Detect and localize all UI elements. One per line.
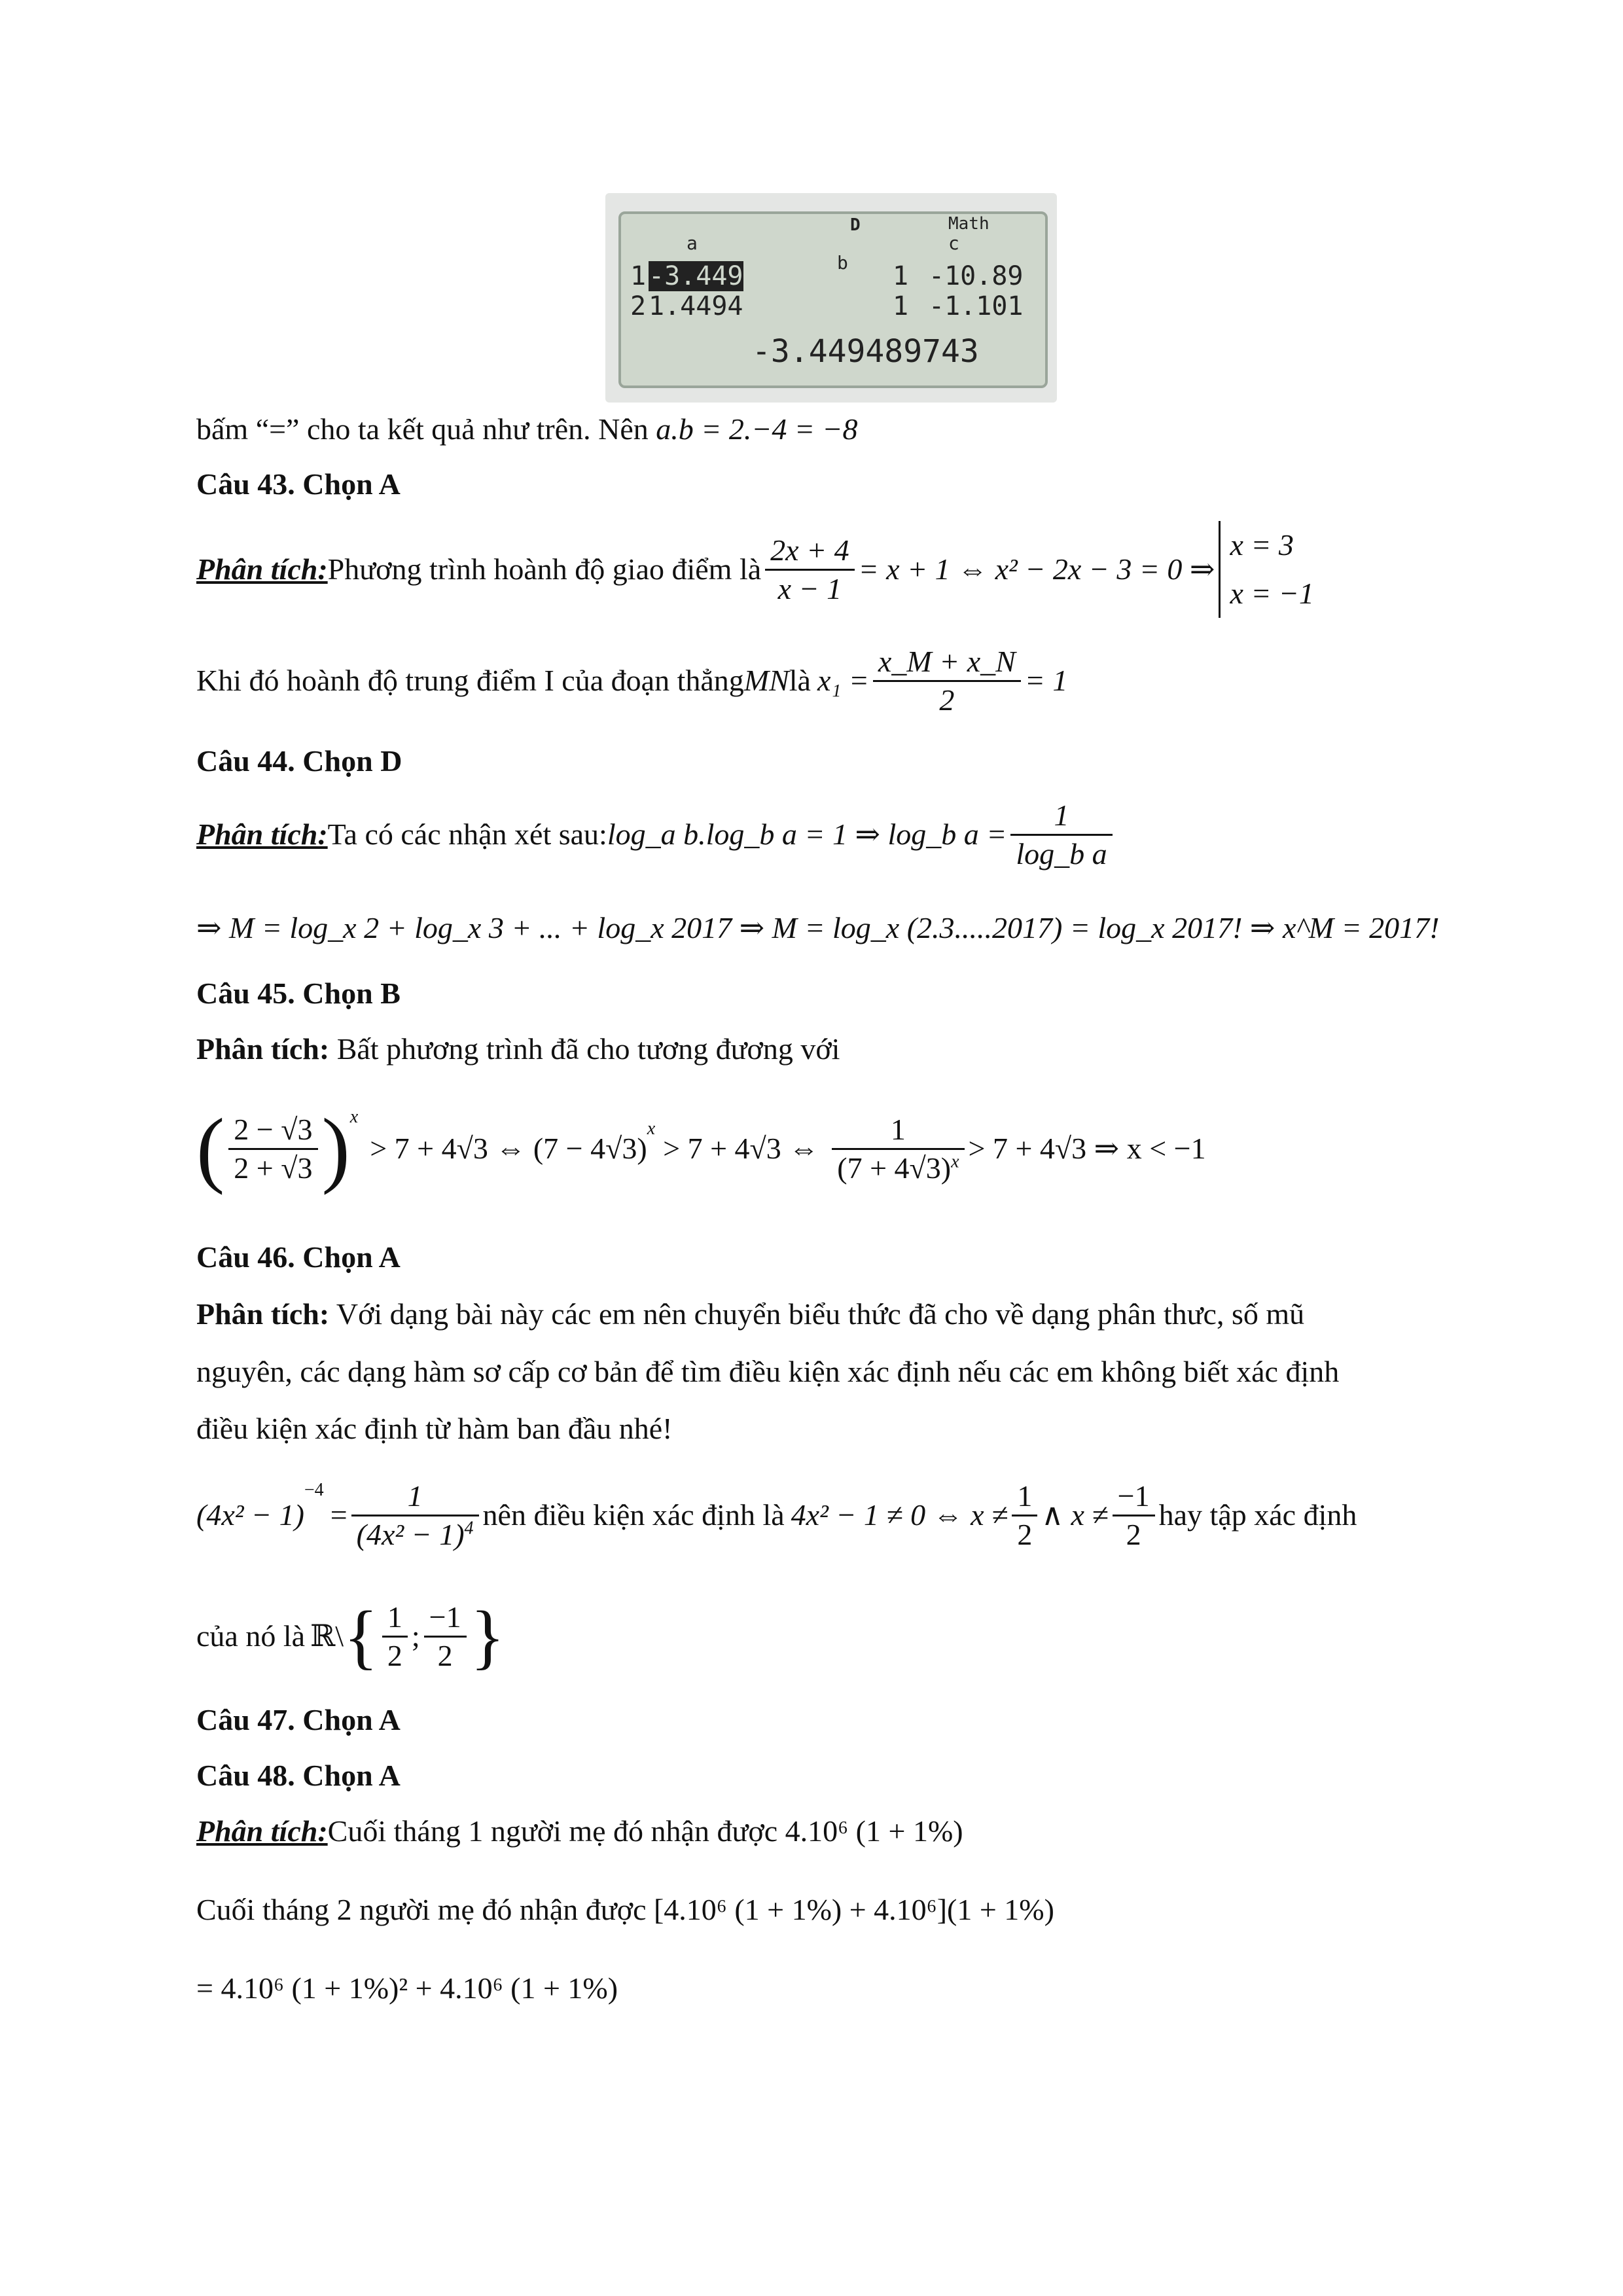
fraction-numerator: −1 xyxy=(1113,1478,1155,1516)
row2-c-cell: -1.101 xyxy=(929,291,1024,321)
math-expression: > 7 + 4√3 ⇔ (7 − 4√3) xyxy=(370,1132,647,1166)
text: Bất phương trình đã cho tương đương với xyxy=(329,1032,840,1066)
paragraph-line xyxy=(196,638,1067,723)
exponent: x xyxy=(647,1119,656,1139)
fraction-denominator xyxy=(832,1150,964,1186)
column-b-header: b xyxy=(837,252,848,274)
fraction-denominator: 2 xyxy=(1126,1517,1141,1551)
fraction-denominator: 2 xyxy=(387,1638,402,1672)
analysis-line xyxy=(196,1813,963,1849)
set-symbol: ℝ\ xyxy=(310,1619,344,1653)
exponent: −4 xyxy=(304,1480,324,1500)
text: là xyxy=(789,664,811,698)
fraction-numerator: 1 xyxy=(382,1599,408,1637)
fraction xyxy=(873,643,1021,717)
analysis-line xyxy=(196,1031,840,1067)
math-expression: log_a b.log_b a = 1 ⇒ log_b a = xyxy=(607,817,1007,852)
row1-c-cell: -10.89 xyxy=(929,261,1024,291)
fraction-numerator: 1 xyxy=(1012,1478,1037,1516)
text: nên điều kiện xác định là xyxy=(482,1498,785,1532)
text: Với dạng bài này các em nên chuyển biểu thức đã cho về dạng phân thưc, số mũ xyxy=(329,1297,1305,1331)
solution-2: x = −1 xyxy=(1230,577,1314,610)
question-heading: Câu 48. Chọn A xyxy=(196,1759,401,1792)
calculator-result: -3.449489743 xyxy=(752,333,979,370)
fraction-numerator: x_M + x_N xyxy=(873,643,1021,681)
fraction-numerator: −1 xyxy=(424,1599,467,1637)
text: Ta có các nhận xét sau: xyxy=(327,817,607,852)
text: bấm “=” cho ta kết quả như trên. Nên xyxy=(196,412,656,446)
fraction-denominator: 2 + √3 xyxy=(234,1151,313,1185)
math-expression: > 7 + 4√3 ⇔ xyxy=(663,1132,819,1166)
text: Khi đó hoành độ trung điểm I của đoạn thẳng xyxy=(196,664,744,698)
fraction-denominator xyxy=(351,1516,479,1552)
math-expression: a.b = 2.−4 = −8 xyxy=(656,412,858,446)
row1-b-cell: 1 xyxy=(893,261,909,291)
math-expression: = 1 xyxy=(1024,664,1068,698)
text: hay tập xác định xyxy=(1158,1498,1357,1532)
math-line: (4x² − 1) −4 = $\frac{1}{(4x^2 - 1)^4}$ nên điều kiện xác định là 4x² − 1 ≠ 0 ⇔ x ≠ $\frac{1}{2}$ ∧ x ≠ $\frac{-1}{2}$ hay tập xác định xyxy=(196,1460,1357,1571)
analysis-label: Phân tích: xyxy=(196,1032,330,1066)
analysis-label: Phân tích: xyxy=(196,817,328,852)
fraction-numerator: 1 xyxy=(351,1478,479,1516)
paragraph-line: nguyên, các dạng hàm sơ cấp cơ bản để tìm điều kiện xác định nếu các em không biết xác định xyxy=(196,1355,1340,1388)
row2-a-cell: 1.4494 xyxy=(649,291,743,321)
question-heading: Câu 43. Chọn A xyxy=(196,467,401,501)
text: Cuối tháng 1 người mẹ đó nhận được xyxy=(327,1814,785,1848)
paragraph-line xyxy=(196,411,857,447)
analysis-line xyxy=(196,792,1116,877)
fraction xyxy=(1010,797,1112,871)
math-line: = 4.10⁶ (1 + 1%)² + 4.10⁶ (1 + 1%) xyxy=(196,1971,618,2005)
row1-index: 1 xyxy=(630,261,647,291)
analysis-label: Phân tích: xyxy=(196,552,328,586)
fraction xyxy=(1012,1478,1037,1552)
solution-1: x = 3 xyxy=(1230,528,1294,562)
text: của nó là xyxy=(196,1619,306,1653)
row2-b-cell: 1 xyxy=(893,291,909,321)
solution-set xyxy=(1219,521,1314,617)
exponent: x xyxy=(349,1107,359,1127)
fraction xyxy=(228,1111,317,1185)
analysis-line xyxy=(196,524,1314,615)
fraction xyxy=(1113,1478,1155,1552)
left-paren: ( xyxy=(196,1101,225,1196)
row2-index: 2 xyxy=(630,291,647,321)
calculator-screenshot xyxy=(605,193,1057,403)
question-heading: Câu 44. Chọn D xyxy=(196,744,402,778)
fraction-numerator: 1 xyxy=(832,1111,964,1149)
math-expression: 4.10⁶ (1 + 1%) xyxy=(785,1814,963,1848)
math-expression: (4x² − 1) xyxy=(196,1498,304,1532)
segment-name: MN xyxy=(743,664,789,698)
row1-a-value: -3.449 xyxy=(649,261,743,291)
fraction xyxy=(382,1599,408,1673)
math-line xyxy=(196,1093,1206,1204)
analysis-label: Phân tích: xyxy=(196,1814,328,1848)
math-expression: 4x² − 1 ≠ 0 ⇔ x ≠ xyxy=(791,1498,1008,1532)
fraction xyxy=(424,1599,467,1673)
math-expression: x₁ = xyxy=(817,664,869,698)
fraction-denominator: log_b a xyxy=(1016,836,1107,870)
math-expression: ∧ x ≠ xyxy=(1041,1498,1109,1532)
paragraph-line xyxy=(196,1296,1304,1332)
math-line: ⇒ M = log_x 2 + log_x 3 + ... + log_x 2017 ⇒ M = log_x (2.3.....2017) = log_x 2017! ⇒ x^M = 2017! xyxy=(196,911,1440,944)
exponent: 4 xyxy=(464,1518,474,1539)
fraction xyxy=(351,1478,479,1552)
question-heading: Câu 46. Chọn A xyxy=(196,1240,401,1274)
degree-indicator: D xyxy=(850,215,861,235)
mode-indicator: Math xyxy=(948,214,990,234)
calculator-display xyxy=(618,211,1048,388)
column-a-header: a xyxy=(687,232,698,254)
analysis-label: Phân tích: xyxy=(196,1297,330,1331)
text: Phương trình hoành độ giao điểm là xyxy=(327,552,762,586)
fraction xyxy=(832,1111,964,1185)
denominator-base: (7 + 4√3) xyxy=(837,1151,952,1185)
question-heading: Câu 45. Chọn B xyxy=(196,977,401,1010)
column-c-header: c xyxy=(948,232,959,254)
fraction-denominator: 2 xyxy=(1017,1517,1033,1551)
fraction-denominator: 2 xyxy=(437,1638,453,1672)
denominator-base: (4x² − 1) xyxy=(356,1517,465,1551)
right-brace: } xyxy=(470,1596,505,1676)
fraction-numerator: 2 − √3 xyxy=(228,1111,317,1149)
fraction-numerator: 1 xyxy=(1010,797,1112,835)
left-brace: { xyxy=(344,1596,378,1676)
math-expression: = x + 1 ⇔ x² − 2x − 3 = 0 ⇒ xyxy=(858,552,1215,586)
right-paren: ) xyxy=(321,1101,350,1196)
paragraph-line xyxy=(196,1892,1054,1928)
math-expression: [4.10⁶ (1 + 1%) + 4.10⁶](1 + 1%) xyxy=(653,1893,1054,1926)
row1-a-cell[interactable] xyxy=(649,261,743,291)
paragraph-line: điều kiện xác định từ hàm ban đầu nhé! xyxy=(196,1412,673,1445)
fraction-numerator: 2x + 4 xyxy=(765,532,854,570)
paragraph-line: của nó là ℝ\ { $\frac{1}{2}$ ; $\frac{-1}{2}$ } xyxy=(196,1596,505,1676)
fraction-denominator: x − 1 xyxy=(777,571,842,605)
fraction xyxy=(765,532,854,606)
question-heading: Câu 47. Chọn A xyxy=(196,1703,401,1736)
fraction-denominator: 2 xyxy=(939,683,955,717)
math-expression: > 7 + 4√3 ⇒ x < −1 xyxy=(968,1132,1206,1166)
text: Cuối tháng 2 người mẹ đó nhận được xyxy=(196,1893,654,1926)
exponent: x xyxy=(951,1151,959,1172)
